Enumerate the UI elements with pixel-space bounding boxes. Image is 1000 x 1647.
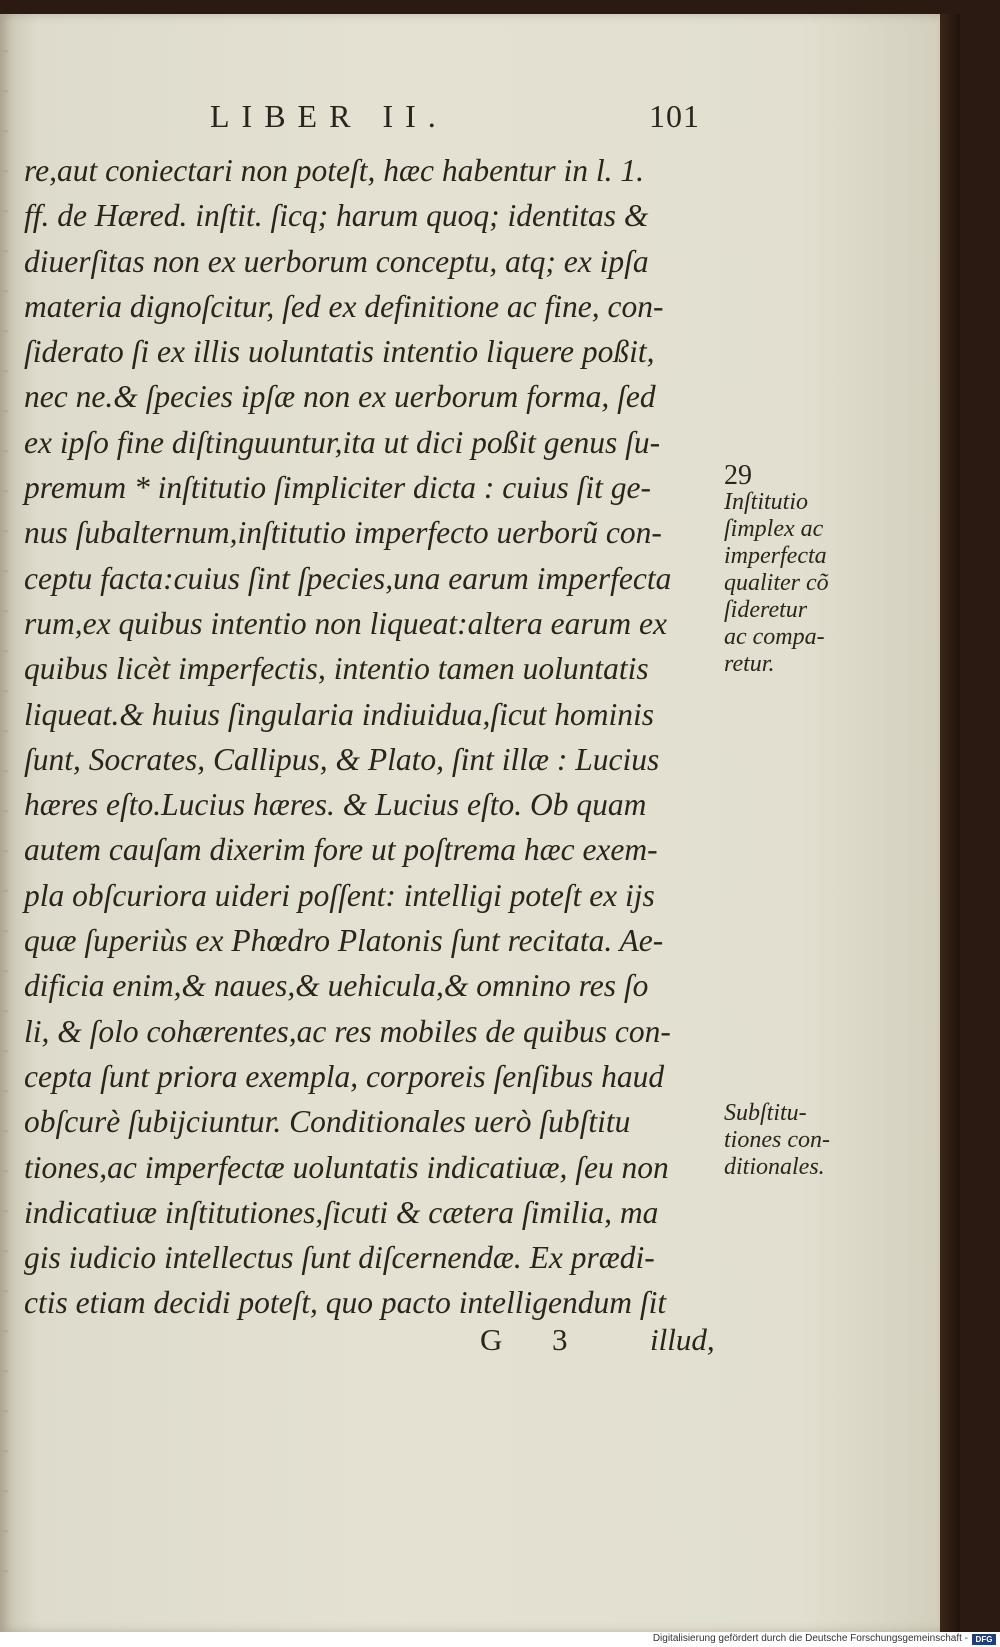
page-number: 101 xyxy=(649,98,700,134)
text-line: dificia enim,& naues,& uehicula,& omnino res ſo xyxy=(24,968,649,1004)
margin-note-line: ſimplex ac xyxy=(724,516,824,542)
text-line: ceptu facta:cuius ſint ſpecies,una earum imperfecta xyxy=(24,560,672,596)
dfg-logo: DFG xyxy=(972,1634,996,1645)
text-line: autem cauſam dixerim fore ut poſtrema hæc exem- xyxy=(24,832,658,868)
page-header xyxy=(210,98,700,144)
margin-note-substitutiones xyxy=(724,1100,830,1181)
text-line: obſcurè ſubijciuntur. Conditionales uerò ſubſtitu xyxy=(24,1104,631,1140)
page-edge-shadow xyxy=(940,14,960,1632)
text-line: hæres eſto.Lucius hæres. & Lucius eſto. Ob quam xyxy=(24,787,647,823)
running-head: LIBER II. xyxy=(210,98,448,134)
text-line: diuerſitas non ex uerborum conceptu, atq; ex ipſa xyxy=(24,243,649,279)
text-line: ex ipſo fine diſtinguuntur,ita ut dici poßit genus ſu- xyxy=(24,424,661,460)
text-line: quæ ſuperiùs ex Phœdro Platonis ſunt recitata. Ae- xyxy=(24,923,664,959)
text-line: nus ſubalternum,inſtitutio imperfecto uerborũ con- xyxy=(24,515,662,551)
text-line: liqueat.& huius ſingularia indiuidua,ſicut hominis xyxy=(24,696,655,732)
text-line: ctis etiam decidi poteſt, quo pacto intelligendum ſit xyxy=(24,1285,667,1321)
text-line: cepta ſunt priora exempla, corporeis ſenſibus haud xyxy=(24,1058,665,1094)
margin-note-line: ac compa- xyxy=(724,624,825,650)
text-line: li, & ſolo cohærentes,ac res mobiles de quibus con- xyxy=(24,1013,671,1049)
text-line: re,aut coniectari non poteſt, hæc habentur in l. 1. xyxy=(24,153,645,188)
margin-note-number: 29 xyxy=(724,460,752,491)
margin-note-line: imperfecta xyxy=(724,543,827,569)
text-line: indicatiuæ inſtitutiones,ſicuti & cætera ſimilia, ma xyxy=(24,1194,659,1230)
signature-mark: G xyxy=(480,1322,503,1357)
text-line: rum,ex quibus intentio non liqueat:altera earum ex xyxy=(24,605,668,641)
digitization-credit: Digitalisierung gefördert durch die Deutsche Forschungsgemeinschaft - xyxy=(652,1633,968,1644)
margin-note-line: Inſtitutio xyxy=(724,489,808,515)
margin-note-line: Subſtitu- xyxy=(724,1100,807,1126)
text-line: quibus licèt imperfectis, intentio tamen uoluntatis xyxy=(24,651,649,687)
signature-number: 3 xyxy=(552,1322,568,1357)
text-line: tiones,ac imperfectæ uoluntatis indicatiuæ, ſeu non xyxy=(24,1149,669,1185)
margin-note-line: tiones con- xyxy=(724,1127,830,1153)
text-line: ſunt, Socrates, Callipus, & Plato, ſint illæ : Lucius xyxy=(24,741,660,777)
text-line: pla obſcuriora uideri poſſent: intelligi poteſt ex ijs xyxy=(24,877,655,913)
digitization-footer xyxy=(0,1632,1000,1647)
page-gutter-shadow xyxy=(4,50,8,1610)
text-line: ff. de Hæred. inſtit. ſicq; harum quoq; identitas & xyxy=(24,198,649,234)
text-line: materia dignoſcitur, ſed ex definitione ac fine, con- xyxy=(24,288,664,324)
body-text xyxy=(24,148,724,1326)
text-line: nec ne.& ſpecies ipſæ non ex uerborum forma, ſed xyxy=(24,379,656,415)
margin-note-line: qualiter cõ xyxy=(724,570,829,596)
signature-line xyxy=(480,1322,720,1366)
margin-note-institutio xyxy=(724,462,829,678)
text-line: ſiderato ſi ex illis uoluntatis intentio liquere poßit, xyxy=(24,334,655,370)
margin-note-line: ſideretur xyxy=(724,597,808,623)
text-line: gis iudicio intellectus ſunt diſcernendæ. Ex prædi- xyxy=(24,1240,655,1276)
catchword: illud, xyxy=(650,1322,715,1357)
margin-note-line: ditionales. xyxy=(724,1154,825,1180)
margin-note-line: retur. xyxy=(724,651,775,677)
text-line: premum * inſtitutio ſimpliciter dicta : cuius ſit ge- xyxy=(24,470,652,506)
